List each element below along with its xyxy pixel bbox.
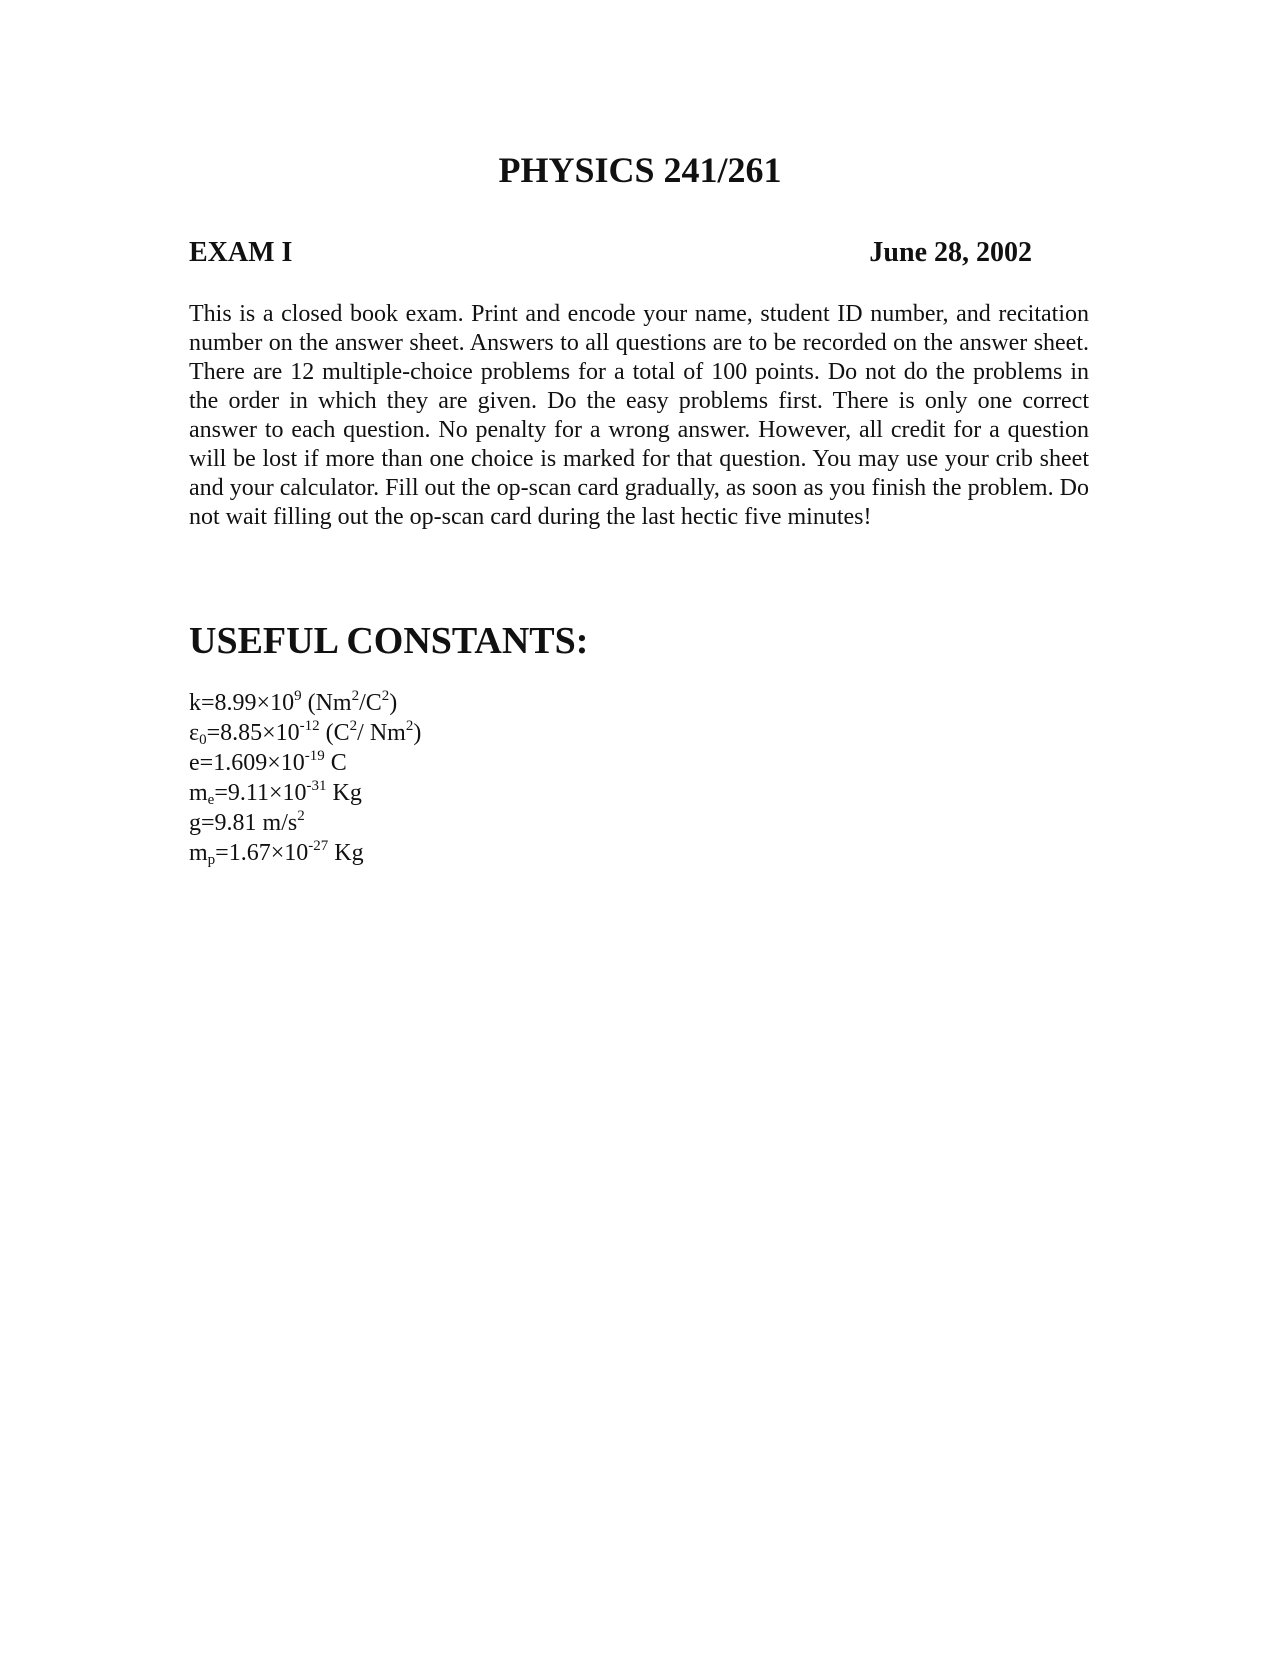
constant-symbol: e	[189, 750, 200, 776]
constant-exponent: 2	[297, 808, 305, 824]
page-title: PHYSICS 241/261	[498, 150, 782, 190]
constants-heading: USEFUL CONSTANTS:	[189, 620, 589, 662]
constant-unit-part: )	[389, 690, 398, 716]
constant-exponent: 9	[294, 688, 302, 704]
exam-label: EXAM I	[189, 237, 293, 268]
constant-unit-exponent: 2	[381, 688, 390, 704]
constant-epsilon0	[189, 718, 421, 748]
exam-meta-row	[189, 236, 1032, 270]
constant-subscript: 0	[199, 732, 207, 748]
constant-unit: Kg	[326, 780, 362, 806]
constant-coulomb-k	[189, 688, 421, 718]
constant-unit-exponent: 2	[405, 718, 414, 734]
constant-unit-part: / Nm	[357, 720, 406, 746]
constant-mantissa: =1.609×10	[199, 750, 305, 776]
constant-unit-part: (Nm	[301, 690, 352, 716]
constant-symbol: m	[189, 840, 208, 866]
constant-symbol: k	[189, 690, 201, 716]
constant-mantissa: =1.67×10	[215, 840, 309, 866]
constant-value: =9.81 m/s	[201, 810, 298, 836]
constant-exponent: -31	[306, 778, 327, 794]
constant-exponent: -19	[304, 748, 325, 764]
constant-unit-exponent: 2	[351, 688, 360, 704]
constant-subscript: e	[207, 792, 215, 808]
constant-mantissa: =8.99×10	[201, 690, 295, 716]
exam-date: June 28, 2002	[869, 237, 1032, 268]
constants-list	[189, 688, 421, 868]
constant-symbol: m	[189, 780, 208, 806]
constant-subscript: p	[207, 852, 216, 868]
exam-instructions: This is a closed book exam. Print and encode your name, student ID number, and recitation number on the answer sheet. Answers to all questions are to be recorded on the answer sheet. There are 12 multiple-choice problems for a total of 100 points. Do not do the problems in the order in which they are given. Do the easy problems first. There is only one correct answer to each question. No penalty for a wrong answer. However, all credit for a question will be lost if more than one choice is marked for that question. You may use your crib sheet and your calculator. Fill out the op-scan card gradually, as soon as you finish the problem. Do not wait filling out the op-scan card during the last hectic five minutes!	[189, 301, 1089, 530]
constant-unit-exponent: 2	[349, 718, 358, 734]
constant-exponent: -12	[299, 718, 320, 734]
constant-gravity	[189, 808, 421, 838]
constant-exponent: -27	[308, 838, 329, 854]
constant-electron-mass	[189, 778, 421, 808]
constant-unit-part: )	[413, 720, 422, 746]
constant-mantissa: =9.11×10	[214, 780, 307, 806]
constant-unit: Kg	[328, 840, 364, 866]
constant-mantissa: =8.85×10	[206, 720, 300, 746]
constant-unit: C	[324, 750, 347, 776]
constant-symbol: ε	[189, 720, 200, 746]
constant-symbol: g	[189, 810, 201, 836]
constant-unit-part: (C	[319, 720, 350, 746]
constant-unit-part: /C	[359, 690, 382, 716]
constant-elementary-charge	[189, 748, 421, 778]
constant-proton-mass	[189, 838, 421, 868]
